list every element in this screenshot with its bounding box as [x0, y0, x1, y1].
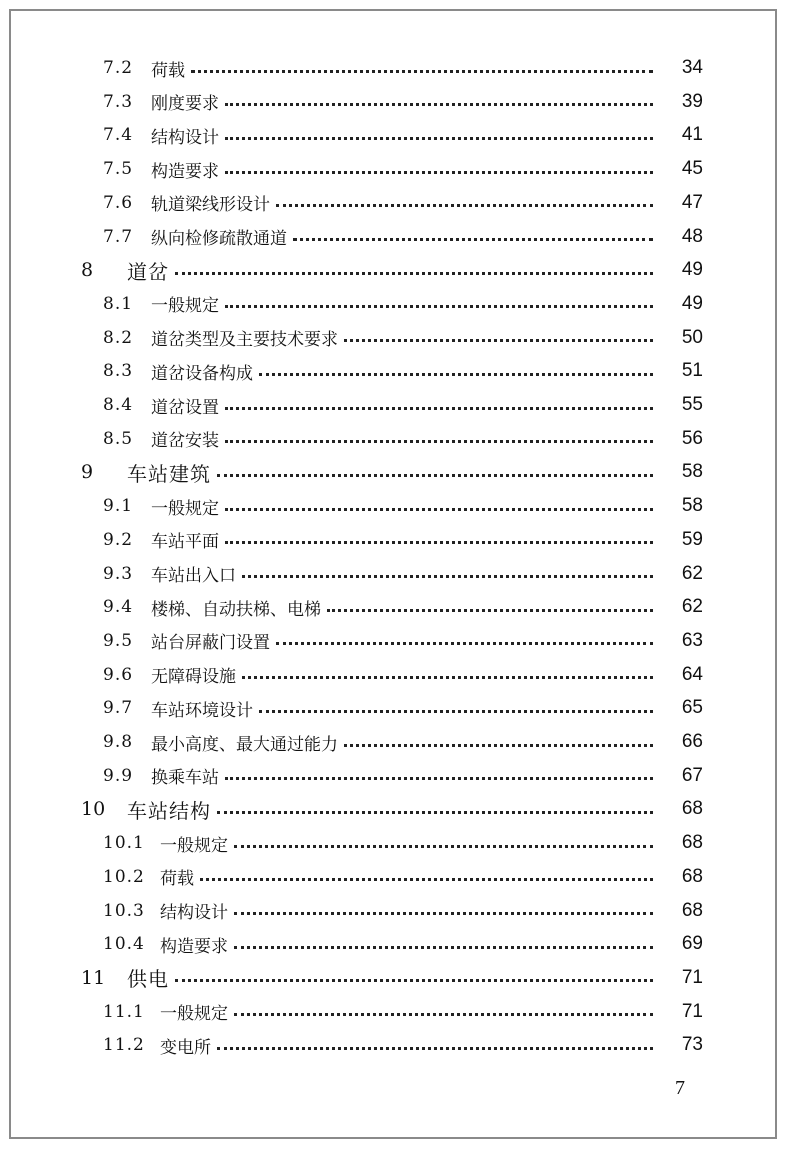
toc-entry-title: 道岔 [127, 259, 169, 284]
toc-entry-number: 9.6 [103, 664, 134, 685]
dot-leader [225, 541, 653, 544]
toc-chapter-entry [11, 961, 775, 995]
toc-entry-title: 道岔类型及主要技术要求 [151, 330, 338, 351]
toc-entry-title: 供电 [127, 967, 169, 992]
dot-leader [225, 103, 653, 106]
toc-entry-page: 71 [681, 966, 703, 988]
toc-entry-number: 7.5 [103, 159, 134, 180]
toc-entry-title: 纵向检修疏散通道 [151, 229, 287, 249]
toc-entry-title: 荷载 [151, 60, 185, 81]
toc-entry-page: 66 [681, 731, 703, 752]
dot-leader [344, 744, 653, 747]
toc-entry-title: 结构设计 [160, 903, 228, 923]
toc-entry-page: 47 [681, 191, 703, 213]
dot-leader [225, 777, 653, 780]
toc-entry-number: 8.3 [103, 361, 134, 382]
toc-entry-title: 一般规定 [151, 498, 219, 519]
toc-entry-number: 7.2 [103, 58, 134, 78]
toc-entry-number: 7.6 [103, 192, 134, 213]
toc-entry-title: 车站结构 [127, 798, 211, 823]
table-of-contents [11, 11, 775, 1137]
toc-section-entry [11, 894, 775, 928]
dot-leader [234, 1013, 653, 1016]
dot-leader [276, 204, 653, 207]
toc-entry-page: 56 [681, 427, 703, 449]
toc-entry-number: 8.1 [103, 293, 134, 314]
toc-entry-number: 10.3 [103, 900, 145, 921]
dot-leader [191, 70, 653, 73]
toc-entry-page: 62 [681, 596, 703, 618]
toc-entry-page: 48 [681, 225, 703, 247]
toc-section-entry [11, 691, 775, 725]
dot-leader [217, 1047, 653, 1050]
toc-entry-number: 8.2 [103, 327, 134, 348]
dot-leader [276, 642, 653, 645]
toc-entry-title: 一般规定 [160, 835, 228, 856]
toc-section-entry [11, 927, 775, 961]
toc-section-entry [11, 51, 775, 85]
toc-section-entry [11, 118, 775, 152]
toc-entry-page: 45 [681, 158, 703, 180]
dot-leader [234, 912, 653, 915]
dot-leader [234, 845, 653, 848]
toc-entry-title: 刚度要求 [151, 94, 219, 115]
toc-entry-page: 67 [681, 764, 703, 786]
toc-entry-number: 10.1 [103, 833, 145, 854]
toc-entry-page: 69 [681, 933, 703, 955]
toc-entry-page: 49 [681, 259, 703, 281]
toc-entry-page: 64 [681, 663, 703, 685]
toc-entry-page: 62 [681, 562, 703, 584]
dot-leader [259, 373, 653, 376]
toc-entry-page: 58 [681, 461, 703, 483]
toc-entry-number: 8.4 [103, 395, 134, 415]
toc-chapter-entry [11, 455, 775, 489]
toc-section-entry [11, 995, 775, 1029]
toc-entry-page: 63 [681, 629, 703, 651]
toc-entry-title: 车站环境设计 [151, 700, 253, 721]
toc-entry-title: 结构设计 [151, 127, 219, 148]
toc-entry-number: 9.1 [103, 496, 134, 517]
toc-section-entry [11, 321, 775, 355]
toc-entry-page: 68 [681, 798, 703, 820]
toc-entry-page: 58 [681, 495, 703, 517]
toc-entry-page: 50 [681, 326, 703, 348]
dot-leader [327, 609, 653, 612]
toc-entry-number: 9.5 [103, 630, 134, 651]
toc-entry-number: 9.8 [103, 732, 134, 752]
toc-entry-number: 7.7 [103, 226, 134, 247]
toc-entry-page: 39 [681, 90, 703, 112]
toc-entry-title: 构造要求 [151, 161, 219, 182]
dot-leader [344, 339, 653, 342]
dot-leader [175, 979, 653, 982]
page-number: 7 [675, 1077, 685, 1099]
dot-leader [259, 710, 653, 713]
toc-chapter-entry [11, 792, 775, 826]
toc-section-entry [11, 152, 775, 186]
toc-entry-number: 9.7 [103, 698, 134, 719]
dot-leader [217, 811, 653, 814]
toc-entry-page: 73 [681, 1034, 703, 1056]
toc-entry-title: 道岔设备构成 [151, 363, 253, 384]
toc-entry-page: 55 [681, 394, 703, 415]
toc-section-entry [11, 725, 775, 759]
toc-entry-number: 10.2 [103, 866, 145, 887]
toc-section-entry [11, 354, 775, 388]
dot-leader [225, 407, 653, 410]
toc-entry-title: 最小高度、最大通过能力 [151, 734, 338, 755]
dot-leader [175, 272, 653, 275]
toc-entry-title: 车站出入口 [151, 566, 236, 586]
toc-section-entry [11, 826, 775, 860]
dot-leader [225, 171, 653, 174]
toc-entry-page: 49 [681, 292, 703, 314]
toc-entry-number: 11.1 [103, 1001, 145, 1022]
toc-entry-title: 轨道梁线形设计 [151, 195, 270, 216]
toc-section-entry [11, 422, 775, 456]
toc-entry-title: 变电所 [160, 1037, 211, 1058]
toc-entry-page: 41 [681, 124, 703, 146]
toc-entry-number: 8.5 [103, 428, 134, 449]
toc-entry-number: 10.4 [103, 934, 145, 955]
toc-entry-number: 9 [81, 461, 94, 484]
dot-leader [225, 440, 653, 443]
toc-section-entry [11, 1028, 775, 1062]
toc-section-entry [11, 624, 775, 658]
toc-entry-page: 34 [681, 57, 703, 78]
toc-entry-title: 车站平面 [151, 532, 219, 553]
toc-entry-page: 68 [681, 865, 703, 887]
dot-leader [225, 137, 653, 140]
toc-section-entry [11, 658, 775, 692]
toc-section-entry [11, 186, 775, 220]
dot-leader [225, 508, 653, 511]
toc-entry-number: 9.3 [103, 563, 134, 584]
toc-entry-title: 车站建筑 [127, 461, 211, 486]
toc-entry-title: 构造要求 [160, 936, 228, 957]
toc-entry-title: 道岔设置 [151, 397, 219, 418]
toc-section-entry [11, 557, 775, 591]
toc-entry-number: 7.4 [103, 125, 134, 146]
toc-entry-page: 71 [681, 1000, 703, 1022]
toc-entry-title: 一般规定 [151, 296, 219, 317]
toc-entry-number: 9.4 [103, 597, 134, 618]
toc-entry-title: 无障碍设施 [151, 667, 236, 688]
toc-entry-number: 8 [81, 259, 94, 282]
toc-entry-title: 站台屏蔽门设置 [151, 633, 270, 654]
toc-entry-number: 9.9 [103, 765, 134, 786]
toc-entry-title: 楼梯、自动扶梯、电梯 [151, 599, 321, 620]
toc-entry-title: 荷载 [160, 869, 194, 890]
dot-leader [225, 305, 653, 308]
toc-section-entry [11, 388, 775, 422]
toc-section-entry [11, 759, 775, 793]
toc-section-entry [11, 590, 775, 624]
toc-entry-number: 7.3 [103, 91, 134, 112]
toc-section-entry [11, 489, 775, 523]
toc-entry-page: 65 [681, 697, 703, 719]
toc-section-entry [11, 523, 775, 557]
toc-section-entry [11, 860, 775, 894]
dot-leader [242, 676, 653, 679]
toc-entry-title: 换乘车站 [151, 768, 219, 789]
toc-entry-number: 11 [81, 966, 106, 989]
toc-entry-page: 59 [681, 528, 703, 550]
toc-entry-page: 51 [681, 360, 703, 382]
document-page [9, 9, 777, 1139]
dot-leader [234, 946, 653, 949]
toc-entry-page: 68 [681, 832, 703, 854]
toc-entry-number: 11.2 [103, 1035, 145, 1056]
toc-section-entry [11, 287, 775, 321]
dot-leader [200, 878, 653, 881]
toc-entry-page: 68 [681, 899, 703, 921]
toc-entry-number: 10 [81, 798, 106, 821]
toc-chapter-entry [11, 253, 775, 287]
toc-entry-title: 道岔安装 [151, 431, 219, 452]
dot-leader [217, 474, 653, 477]
toc-section-entry [11, 220, 775, 254]
dot-leader [242, 575, 653, 578]
toc-section-entry [11, 85, 775, 119]
dot-leader [293, 238, 653, 241]
toc-entry-number: 9.2 [103, 529, 134, 550]
toc-entry-title: 一般规定 [160, 1004, 228, 1025]
